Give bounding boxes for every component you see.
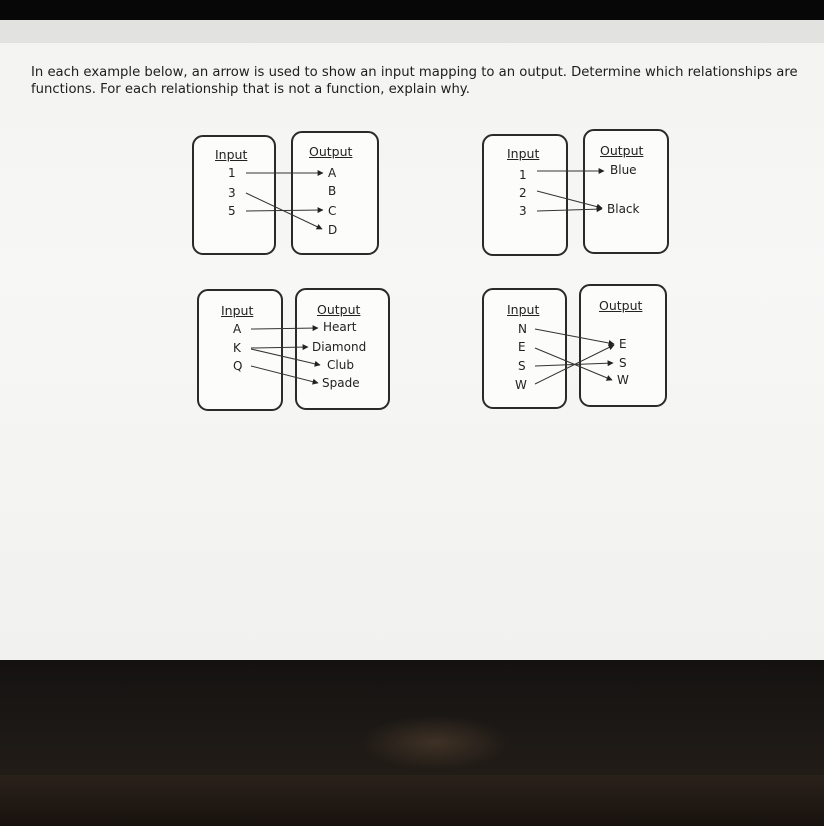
bezel-reflection [360,715,510,770]
diagram-3-output-item: Club [327,358,354,372]
diagram-4-output-header: Output [599,298,643,313]
diagram-3-input-item: A [233,322,242,336]
diagram-1-input-item: 3 [228,186,236,200]
diagram-3-output-item: Heart [323,320,357,334]
diagram-4-input-header: Input [507,302,540,317]
diagram-2-output-header: Output [600,143,644,158]
diagram-1-input-item: 1 [228,166,236,180]
worksheet-screen [0,20,824,660]
diagram-2-output-item: Black [607,202,640,216]
diagram-4-output-item: E [619,337,627,351]
diagram-1-output-header: Output [309,144,353,159]
diagram-4-input-item: S [518,359,526,373]
diagram-4-output-item: W [617,373,629,387]
monitor-bezel-top [0,0,824,20]
diagram-3-input-item: K [233,341,241,355]
diagram-2-input-item: 1 [519,168,527,182]
diagram-3-input-header: Input [221,303,254,318]
diagram-2-input-item: 3 [519,204,527,218]
diagram-1-output-item: B [328,184,337,198]
diagram-2-input-header: Input [507,146,540,161]
diagram-4-input-item: E [518,340,526,354]
mapping-arrows [0,20,824,660]
diagram-1-output-item: C [328,204,337,218]
diagram-3-input-item: Q [233,359,243,373]
diagram-1-input-item: 5 [228,204,236,218]
diagram-4-input-item: N [518,322,527,336]
diagram-1-output-item: A [328,166,337,180]
diagram-2-input-item: 2 [519,186,527,200]
diagram-3-output-item: Spade [322,376,360,390]
diagram-1-input-header: Input [215,147,248,162]
diagram-1-output-item: D [328,223,338,237]
diagram-3-output-header: Output [317,302,361,317]
desk-ledge [0,775,824,826]
diagram-3-output-item: Diamond [312,340,367,354]
instructions-text: In each example below, an arrow is used to show an input mapping to an output. Determine which relationships are functions. For each relationship that is not a function, explain why. [31,65,798,97]
diagram-4-input-item: W [515,378,527,392]
browser-top-strip [0,20,824,43]
diagram-2-output-item: Blue [610,163,637,177]
diagram-4-output-item: S [619,356,627,370]
